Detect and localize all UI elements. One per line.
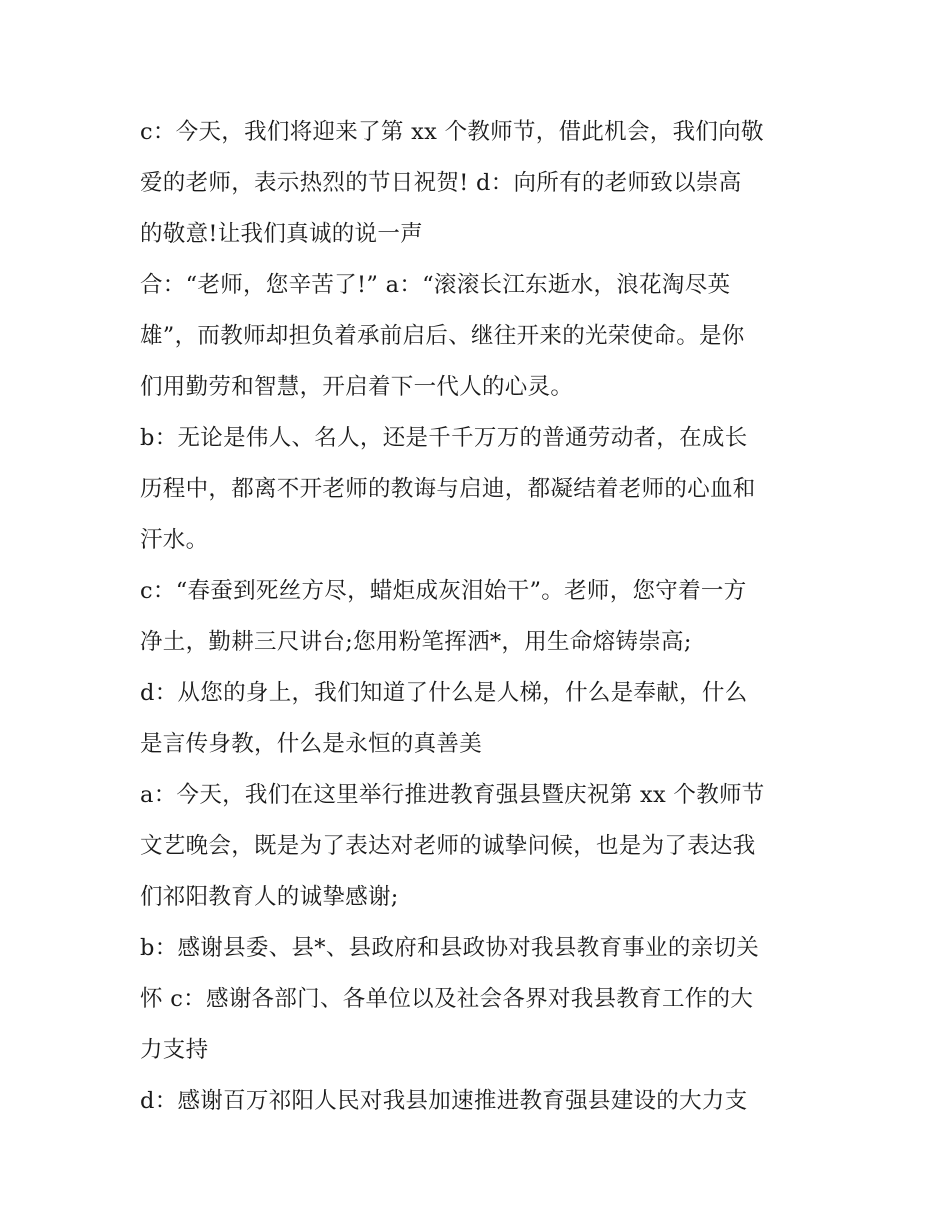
text-line: 怀 c：感谢各部门、各单位以及社会各界对我县教育工作的大 xyxy=(140,986,754,1012)
text-line: 的敬意!让我们真诚的说一声 xyxy=(140,221,423,247)
text-line: b：无论是伟人、名人，还是千千万万的普通劳动者，在成长 xyxy=(140,425,748,451)
text-line: d：感谢百万祁阳人民对我县加速推进教育强县建设的大力支 xyxy=(140,1088,748,1114)
text-line: 是言传身教，什么是永恒的真善美 xyxy=(140,731,483,757)
text-line: a：今天，我们在这里举行推进教育强县暨庆祝第 xx 个教师节 xyxy=(140,782,765,808)
text-line: 汗水。 xyxy=(140,527,209,553)
text-line: 文艺晚会，既是为了表达对老师的诚挚问候，也是为了表达我 xyxy=(140,833,756,859)
text-line: 力支持 xyxy=(140,1037,209,1063)
text-line: 净土，勤耕三尺讲台;您用粉笔挥洒*，用生命熔铸崇高; xyxy=(140,629,692,655)
document-body xyxy=(140,107,820,1127)
text-line: 们用勤劳和智慧，开启着下一代人的心灵。 xyxy=(140,374,574,400)
text-line: 历程中，都离不开老师的教诲与启迪，都凝结着老师的心血和 xyxy=(140,476,756,502)
text-line: 合：“老师，您辛苦了!” a：“滚滚长江东逝水，浪花淘尽英 xyxy=(140,272,731,298)
text-line: b：感谢县委、县*、县政府和县政协对我县教育事业的亲切关 xyxy=(140,935,760,961)
text-line: 雄”，而教师却担负着承前启后、继往开来的光荣使命。是你 xyxy=(140,323,745,349)
text-line: 们祁阳教育人的诚挚感谢; xyxy=(140,884,399,910)
text-line: 爱的老师，表示热烈的节日祝贺! d：向所有的老师致以崇高 xyxy=(140,170,742,196)
text-line: c：今天，我们将迎来了第 xx 个教师节，借此机会，我们向敬 xyxy=(140,119,764,145)
text-line: c：“春蚕到死丝方尽，蜡炬成灰泪始干”。老师，您守着一方 xyxy=(140,578,747,604)
text-line: d：从您的身上，我们知道了什么是人梯，什么是奉献，什么 xyxy=(140,680,748,706)
